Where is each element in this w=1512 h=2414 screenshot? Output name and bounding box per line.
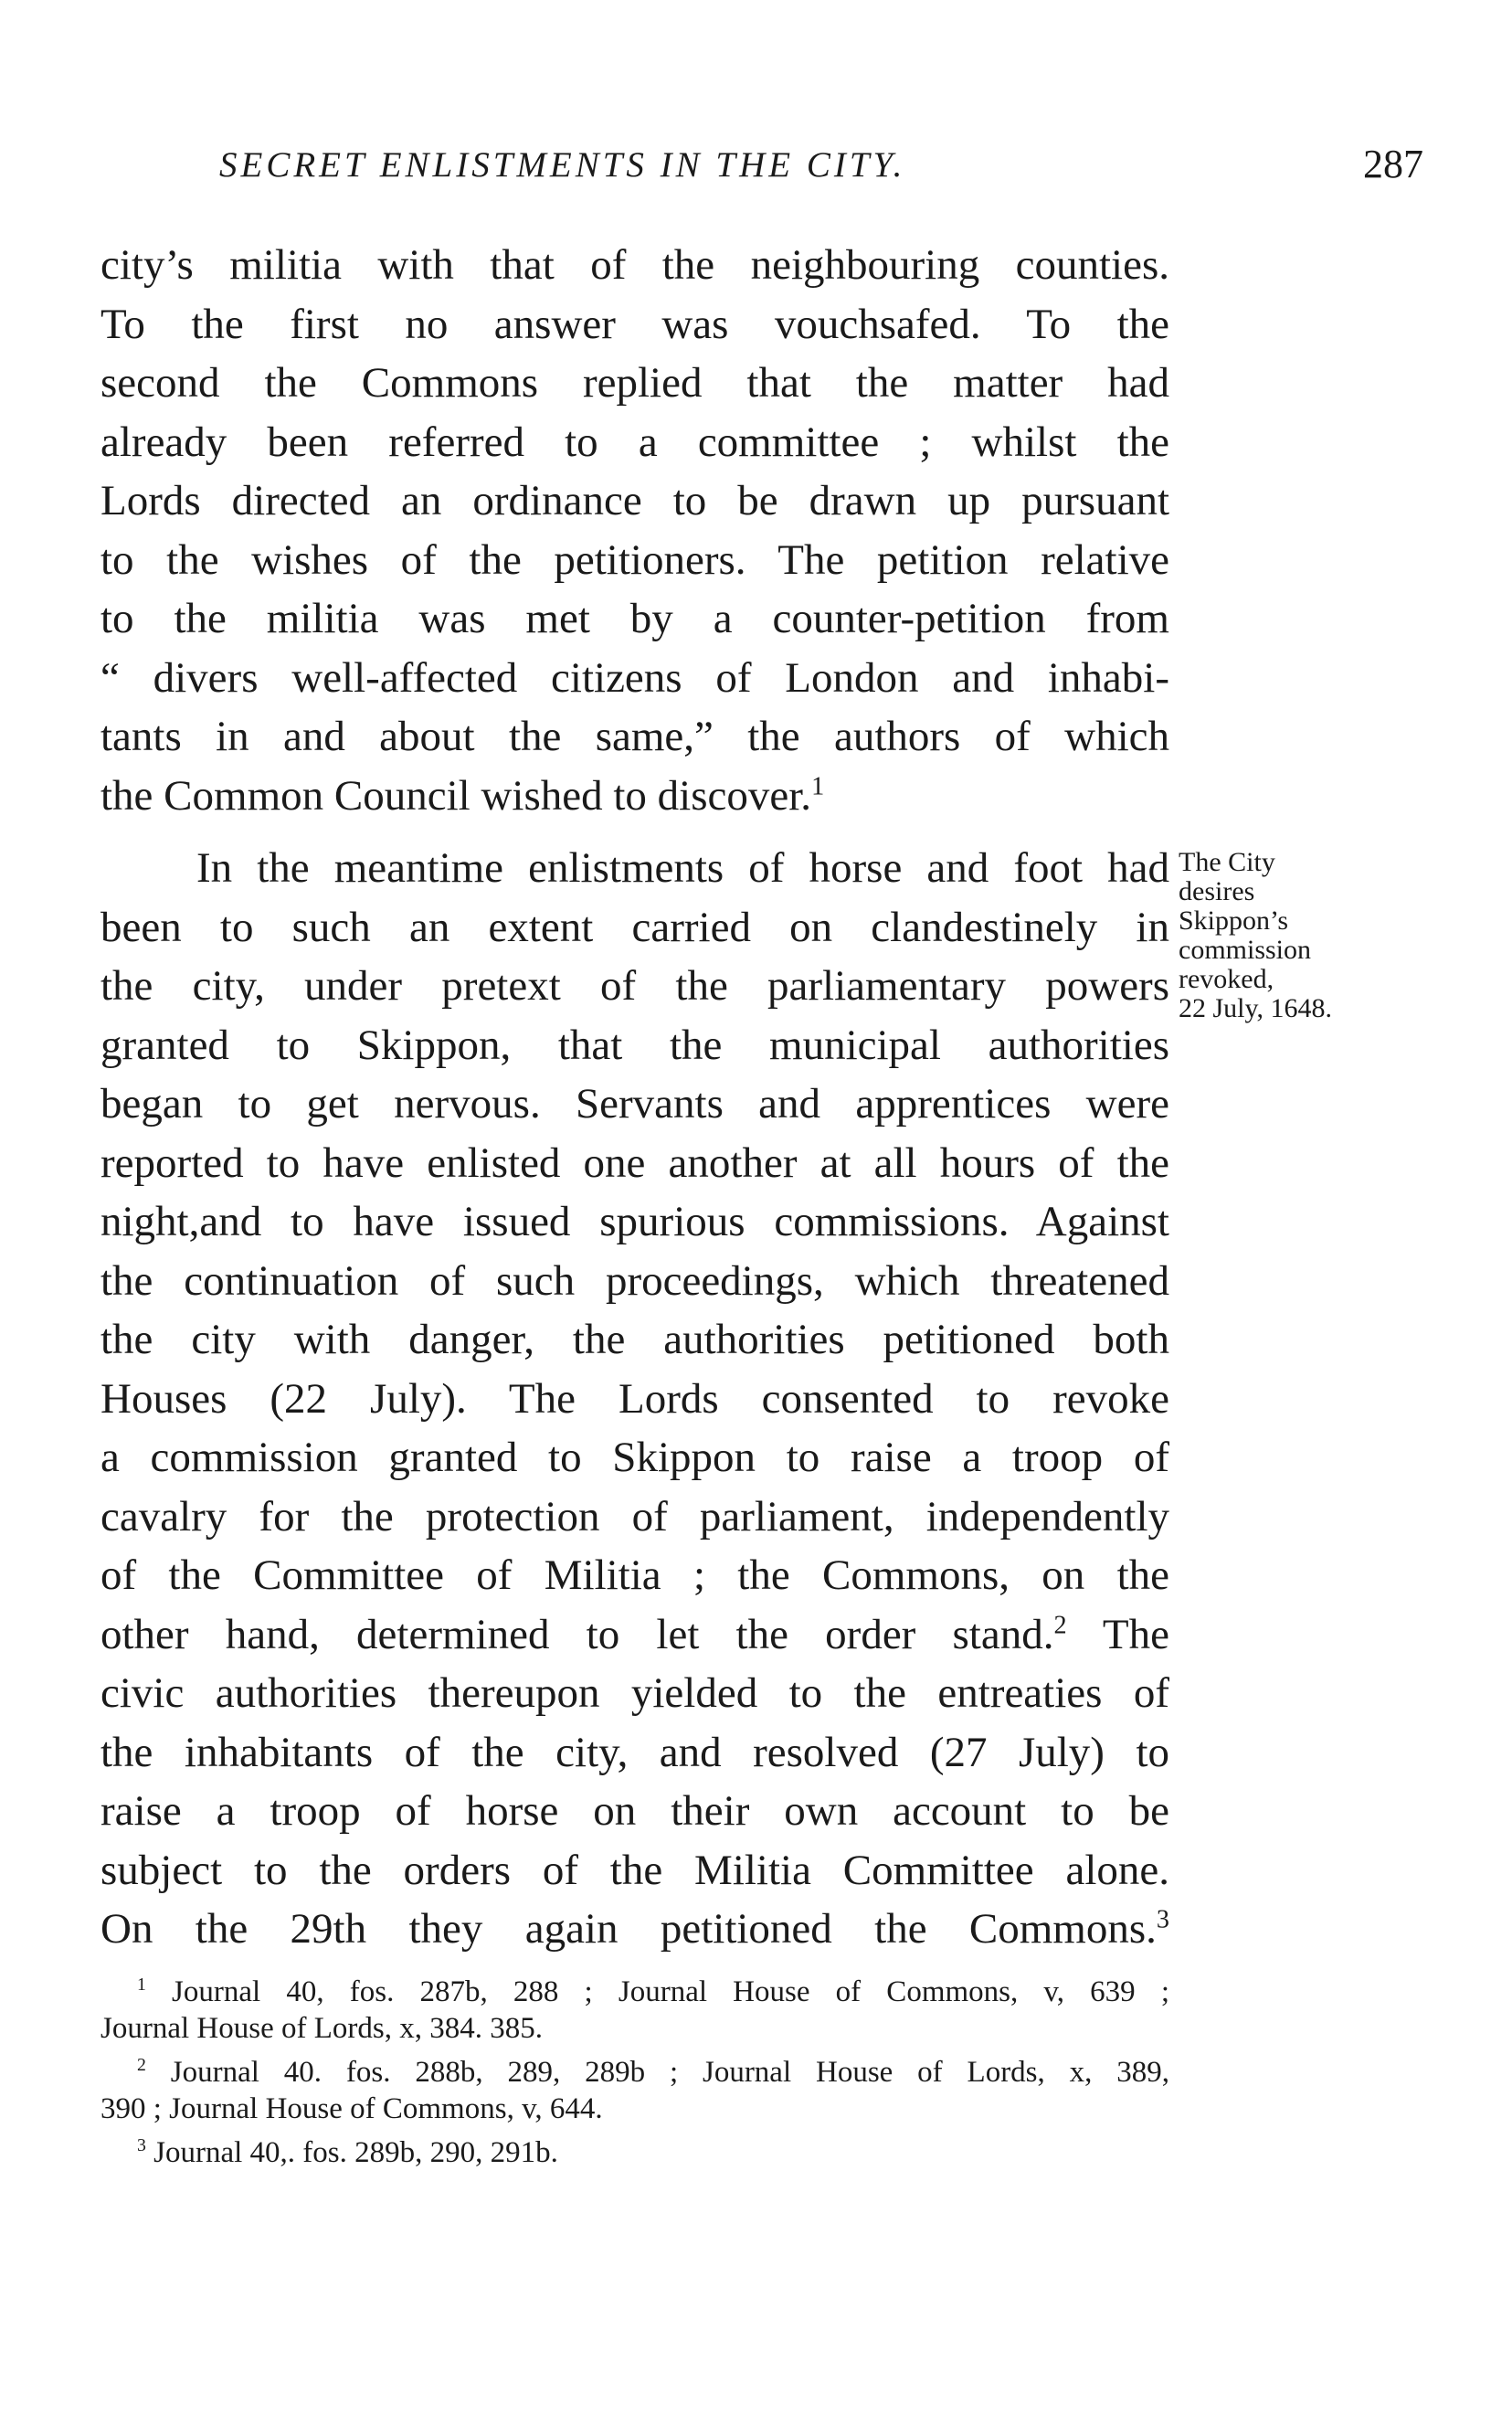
text-line-content: On the 29th they again petitioned the Commons. <box>100 1905 1157 1953</box>
paragraph-1 <box>100 236 1169 825</box>
text-line-tail: The <box>1102 1610 1169 1658</box>
text-line: cavalry for the protection of parliament, independently <box>100 1492 1169 1541</box>
text-line: Lords directed an ordinance to be drawn up pursuant <box>100 477 1169 524</box>
text-line: to the militia was met by a counter-petition from <box>100 595 1169 642</box>
text-line <box>100 1900 1169 1959</box>
footnote-text: Journal 40. fos. 288b, 289, 289b ; Journal House of Lords, x, 389, <box>170 2056 1170 2089</box>
text-line-content: the Common Council wished to discover. <box>100 771 812 820</box>
text-line: “ divers well-affected citizens of London and inhabi- <box>100 653 1169 702</box>
marginal-note-line: desires <box>1179 876 1255 906</box>
text-line: In the meantime enlistments of horse and foot had <box>196 844 1169 892</box>
running-title: SECRET ENLISTMENTS IN THE CITY. <box>219 145 906 185</box>
text-line: the city, under pretext of the parliamentary powers <box>100 962 1169 1010</box>
footnote-ref[interactable]: 1 <box>811 771 825 800</box>
footnote-marker: 1 <box>137 1975 146 1995</box>
footnote-text: 390 ; Journal House of Commons, v, 644. <box>100 2092 603 2125</box>
text-line: subject to the orders of the Militia Committee alone. <box>100 1846 1169 1894</box>
text-line-content: other hand, determined to let the order stand. <box>100 1610 1054 1658</box>
footnote-marker: 2 <box>137 2055 146 2075</box>
text-line: began to get nervous. Servants and apprentices were <box>100 1080 1169 1128</box>
footnote-marker: 3 <box>137 2135 146 2155</box>
text-line: already been referred to a committee ; whilst the <box>100 418 1169 466</box>
text-line: granted to Skippon, that the municipal authorities <box>100 1021 1169 1069</box>
footnote-text: Journal 40,. fos. 289b, 290, 291b. <box>153 2136 558 2169</box>
text-line: of the Committee of Militia ; the Commons, on the <box>100 1551 1169 1599</box>
footnote-3 <box>100 2134 1169 2171</box>
text-line: been to such an extent carried on clandestinely in <box>100 903 1169 951</box>
text-line: raise a troop of horse on their own account to be <box>100 1787 1169 1835</box>
page-number: 287 <box>1363 142 1423 186</box>
text-line: the inhabitants of the city, and resolved (27 July) to <box>100 1728 1169 1776</box>
text-line: second the Commons replied that the matter had <box>100 359 1169 407</box>
marginal-note-line: commission <box>1179 935 1312 965</box>
text-line: civic authorities thereupon yielded to the entreaties of <box>100 1669 1169 1717</box>
text-line: night,and to have issued spurious commissions. Against <box>100 1198 1169 1245</box>
marginal-note-line: Skippon’s <box>1179 905 1289 936</box>
text-line <box>100 767 1169 826</box>
text-line: the city with danger, the authorities petitioned both <box>100 1316 1169 1363</box>
paragraph-2 <box>100 839 1169 1959</box>
text-line: a commission granted to Skippon to raise a troop of <box>100 1434 1169 1481</box>
text-line <box>100 1605 1169 1665</box>
text-line: To the first no answer was vouchsafed. To the <box>100 300 1169 348</box>
footnotes <box>100 1974 1169 2171</box>
footnote-2 <box>100 2054 1169 2091</box>
footnote-text: Journal 40, fos. 287b, 288 ; Journal House of Commons, v, 639 ; <box>172 1975 1169 2008</box>
text-line: tants in and about the same,” the authors of which <box>100 713 1169 760</box>
footnote-text: Journal House of Lords, x, 384. 385. <box>100 2012 543 2045</box>
footnote-ref[interactable]: 2 <box>1053 1610 1067 1639</box>
footnote-1 <box>100 1974 1169 2010</box>
text-line: to the wishes of the petitioners. The petition relative <box>100 535 1169 584</box>
marginal-note <box>1179 848 1361 1023</box>
footnote-ref[interactable]: 3 <box>1156 1905 1169 1934</box>
marginal-note-line: The City <box>1179 847 1275 877</box>
marginal-note-line: 22 July, 1648. <box>1179 993 1333 1023</box>
text-line: the continuation of such proceedings, which threatened <box>100 1256 1169 1305</box>
marginal-note-line: revoked, <box>1179 964 1274 994</box>
text-line: reported to have enlisted one another at all hours of the <box>100 1138 1169 1187</box>
text-line: city’s militia with that of the neighbouring counties. <box>100 241 1169 289</box>
text-line: Houses (22 July). The Lords consented to revoke <box>100 1374 1169 1423</box>
